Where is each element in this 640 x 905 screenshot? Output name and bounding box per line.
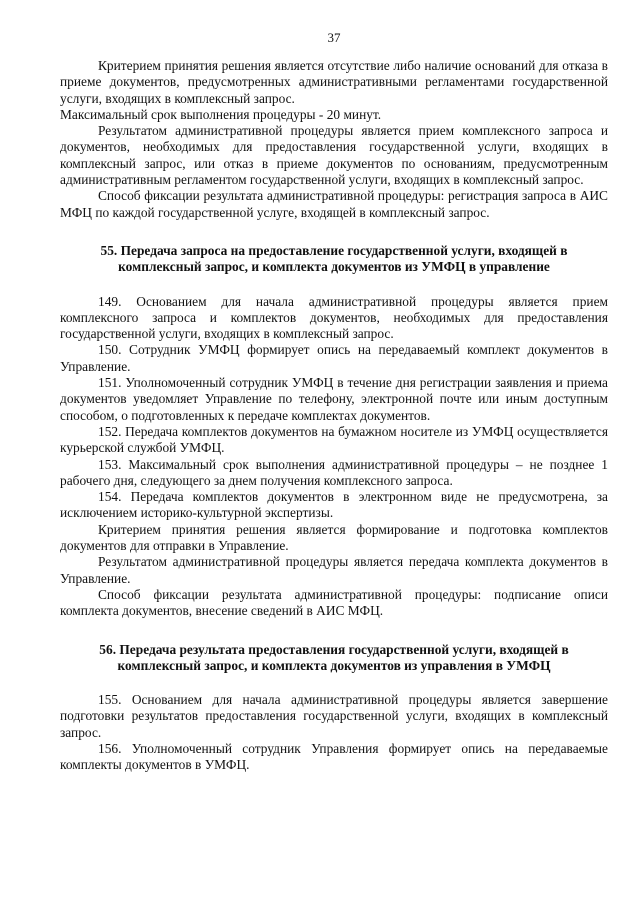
section-heading-56: 56. Передача результата предоставления государственной услуги, входящей в комплексный запрос, и комплекта документов из управления в УМФЦ xyxy=(99,641,569,673)
paragraph-155: 155. Основанием для начала административной процедуры является завершение подготовки результатов предоставления государственной услуги, входящих в комплексный запрос. xyxy=(60,692,608,740)
paragraph-153: 153. Максимальный срок выполнения административной процедуры – не позднее 1 рабочего дня, следующего за днем получения комплексного запроса. xyxy=(60,456,608,488)
section-heading-55: 55. Передача запроса на предоставление государственной услуги, входящей в комплексный запрос, и комплекта документов из УМФЦ в управление xyxy=(100,242,568,275)
paragraph-decision-criterion: Критерием принятия решения является отсутствие либо наличие оснований для отказа в приеме документов, предусмотренных административными регламентами государственной услуги, входящих в комплексный запрос. xyxy=(60,58,608,106)
paragraph-154: 154. Передача комплектов документов в электронном виде не предусмотрена, за исключением историко-культурной экспертизы. xyxy=(60,489,608,521)
paragraph-procedure-result: Результатом административной процедуры является прием комплексного запроса и документов, необходимых для предоставления государственной услуги, входящих в комплексный запрос, или отказ в приеме документов по основаниям, предусмотренным административным регламентом государственной услуги, входящих в комплексный запрос. xyxy=(60,123,608,188)
paragraph-procedure-result-2: Результатом административной процедуры является передача комплекта документов в Управление. xyxy=(60,554,608,586)
paragraph-149: 149. Основанием для начала административной процедуры является прием комплексного запроса и комплектов документов, необходимых для предоставления государственной услуги, входящих в комплексный запрос. xyxy=(60,293,608,342)
paragraph-156: 156. Уполномоченный сотрудник Управления формирует опись на передаваемые комплекты документов в УМФЦ. xyxy=(60,740,608,773)
paragraph-151: 151. Уполномоченный сотрудник УМФЦ в течение дня регистрации заявления и приема документов уведомляет Управление по телефону, электронной почте или иным доступным способом, о подготовленных к передаче комплектах документов. xyxy=(60,375,608,423)
paragraph-152: 152. Передача комплектов документов на бумажном носителе из УМФЦ осуществляется курьерской службой УМФЦ. xyxy=(60,423,608,456)
paragraph-fixation-method: Способ фиксации результата административной процедуры: регистрация запроса в АИС МФЦ по каждой государственной услуге, входящей в комплексный запрос. xyxy=(60,188,608,220)
paragraph-max-duration: Максимальный срок выполнения процедуры - 20 минут. xyxy=(60,106,382,122)
page-number: 37 xyxy=(327,30,341,45)
paragraph-fixation-method-2: Способ фиксации результата административной процедуры: подписание описи комплекта документов, внесение сведений в АИС МФЦ. xyxy=(60,586,608,619)
paragraph-decision-criterion-2: Критерием принятия решения является формирование и подготовка комплектов документов для отправки в Управление. xyxy=(60,521,608,554)
paragraph-150: 150. Сотрудник УМФЦ формирует опись на передаваемый комплект документов в Управление. xyxy=(60,342,608,374)
